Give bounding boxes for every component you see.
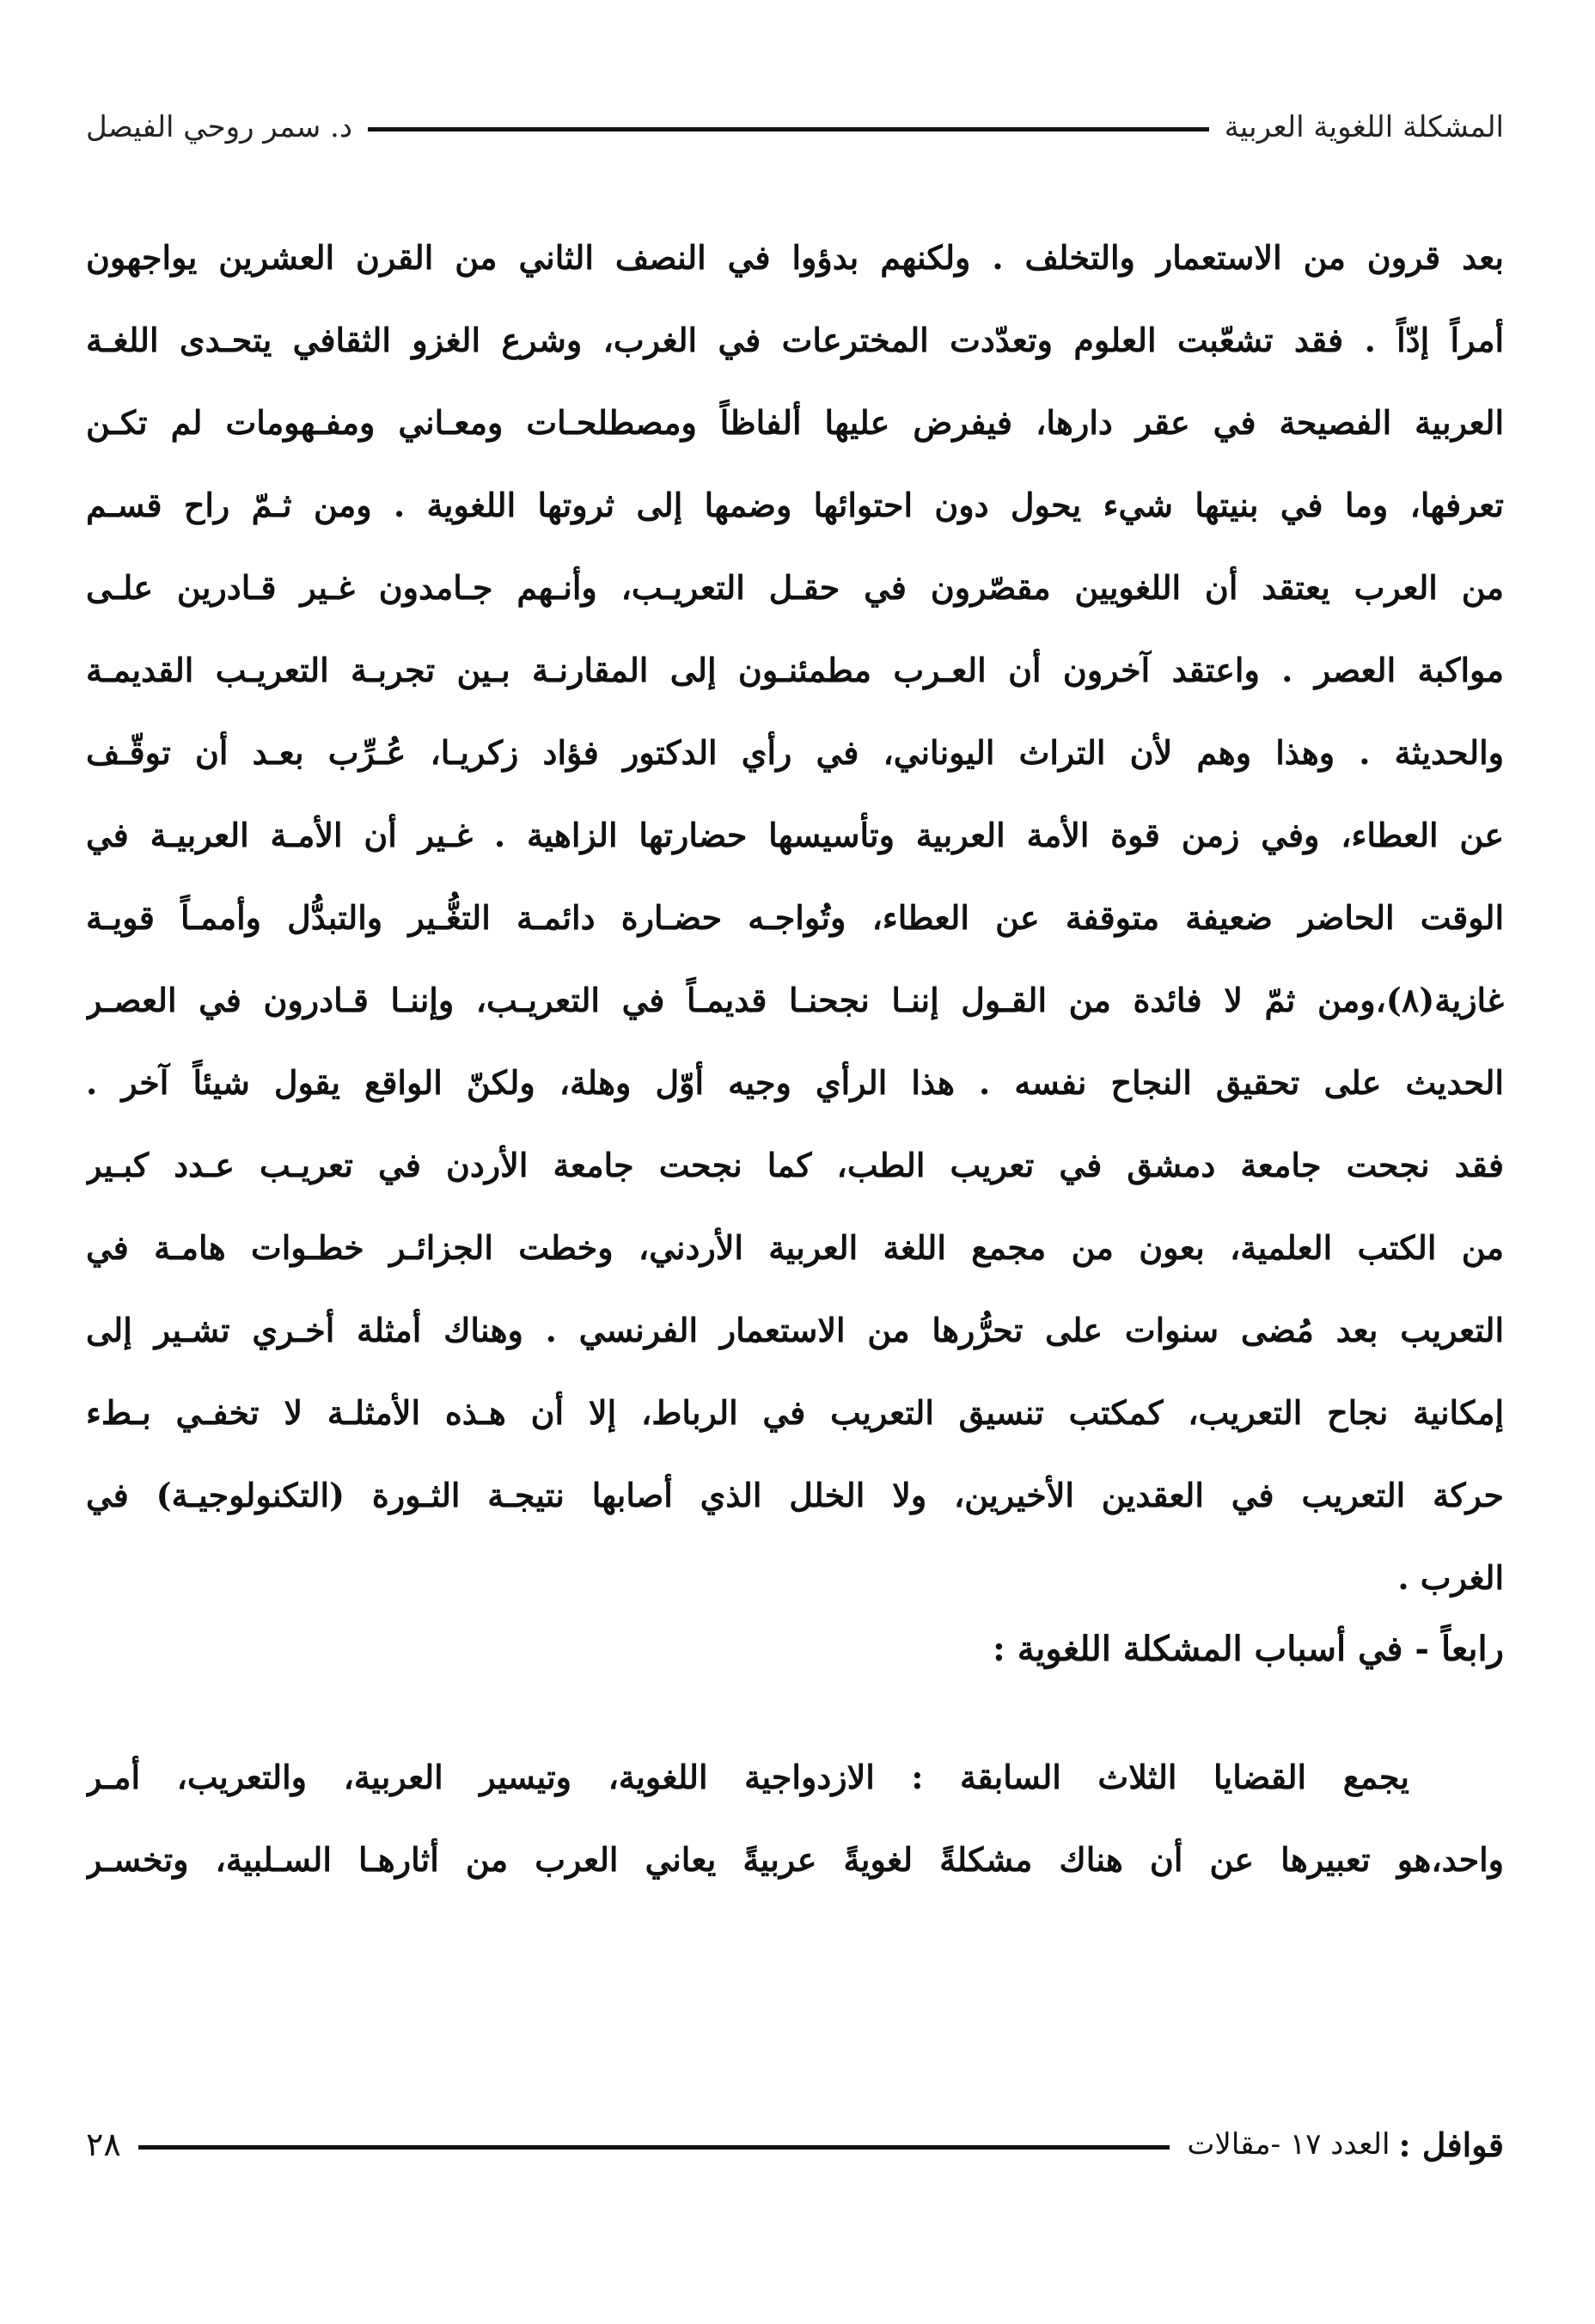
text-line: من الكتب العلمية، بعون من مجمع اللغة العربية الأردني، وخطت الجزائـر خطـوات هامـة في — [86, 1228, 1504, 1267]
section-spacer — [86, 1702, 1504, 1736]
issue-label: العدد ١٧ -مقالات — [1187, 2127, 1390, 2162]
text-line: مواكبة العصر . واعتقد آخرون أن العـرب مطمئنـون إلى المقارنـة بـين تجربـة التعريـب القديمـة — [86, 651, 1504, 689]
text-line: يجمع القضايا الثلاث السابقة : الازدواجية اللغوية، وتيسير العربية، والتعريب، أمـر — [86, 1758, 1409, 1796]
text-line: حركة التعريب في العقدين الأخيرين، ولا الخلل الذي أصابها نتيجـة الثـورة (التكنولوجيـة) في — [86, 1476, 1504, 1514]
page-footer — [86, 2114, 1504, 2174]
text-line: واحد،هو تعبيرها عن أن هناك مشكلةً لغويةً عربيةً يعاني العرب من أثارهـا السـلبية، وتخسـر — [86, 1840, 1504, 1879]
text-line: والحديثة . وهذا وهم لأن التراث اليوناني، في رأي الدكتور فؤاد زكريـا، عُـرِّب بعـد أن توقّـف — [86, 733, 1504, 772]
text-line: التعريب بعد مُضى سنوات على تحرُّرها من الاستعمار الفرنسي . وهناك أمثلة أخـري تشـير إلى — [86, 1311, 1504, 1349]
author-name: د. سمر روحي الفيصل — [86, 110, 352, 144]
text-line: أمراً إدّاً . فقد تشعّبت العلوم وتعدّدت المخترعات في الغرب، وشرع الغزو الثقافي يتحـدى اللغـة — [86, 321, 1504, 359]
section-heading: رابعاً - في أسباب المشكلة اللغوية : — [993, 1629, 1504, 1669]
paragraph-2 — [86, 1736, 1504, 1901]
text-line: تعرفها، وما في بنيتها شيء يحول دون احتوائها وضمها إلى ثروتها اللغوية . ومن ثـمّ راح قسـم — [86, 486, 1504, 524]
article-title: المشكلة اللغوية العربية — [1224, 110, 1504, 144]
text-line: غازية(٨)،ومن ثمّ لا فائدة من القـول إننـا نجحنـا قديمـاً في التعريـب، وإننـا قـادرون في العصـر — [86, 981, 1504, 1019]
journal-name: قوافل : — [1398, 2125, 1504, 2164]
text-line: فقد نجحت جامعة دمشق في تعريب الطب، كما نجحت جامعة الأردن في تعريـب عـدد كبـير — [86, 1146, 1504, 1184]
page-number: ٢٨ — [86, 2125, 121, 2163]
header-divider — [368, 127, 1209, 131]
text-line: عن العطاء، وفي زمن قوة الأمة العربية وتأسيسها حضارتها الزاهية . غـير أن الأمـة العربيـة في — [86, 816, 1504, 854]
running-header — [86, 101, 1504, 153]
text-line: الوقت الحاضر ضعيفة متوقفة عن العطاء، وتُواجـه حضـارة دائمـة التغُّـير والتبدُّل وأممـاً قويـة — [86, 898, 1504, 937]
body-text — [86, 217, 1504, 1901]
text-line: من العرب يعتقد أن اللغويين مقصّرون في حقـل التعريـب، وأنـهم جـامدون غـير قـادرين علـى — [86, 568, 1504, 607]
text-line: الحديث على تحقيق النجاح نفسه . هذا الرأي وجيه أوّل وهلة، ولكنّ الواقع يقول شيئاً آخر . — [86, 1063, 1504, 1102]
text-line: إمكانية نجاح التعريب، كمكتب تنسيق التعريب في الرباط، إلا أن هـذه الأمثلـة لا تخفـي بـطء — [86, 1393, 1504, 1432]
paragraph-1 — [86, 217, 1504, 1619]
text-line: الغرب . — [1397, 1558, 1504, 1597]
text-line: العربية الفصيحة في عقر دارها، فيفرض عليها ألفاظاً ومصطلحـات ومعـاني ومفـهومات لم تكـن — [86, 403, 1504, 442]
footer-divider — [138, 2145, 1170, 2150]
text-line: بعد قرون من الاستعمار والتخلف . ولكنهم بدؤوا في النصف الثاني من القرن العشرين يواجهون — [86, 238, 1504, 277]
